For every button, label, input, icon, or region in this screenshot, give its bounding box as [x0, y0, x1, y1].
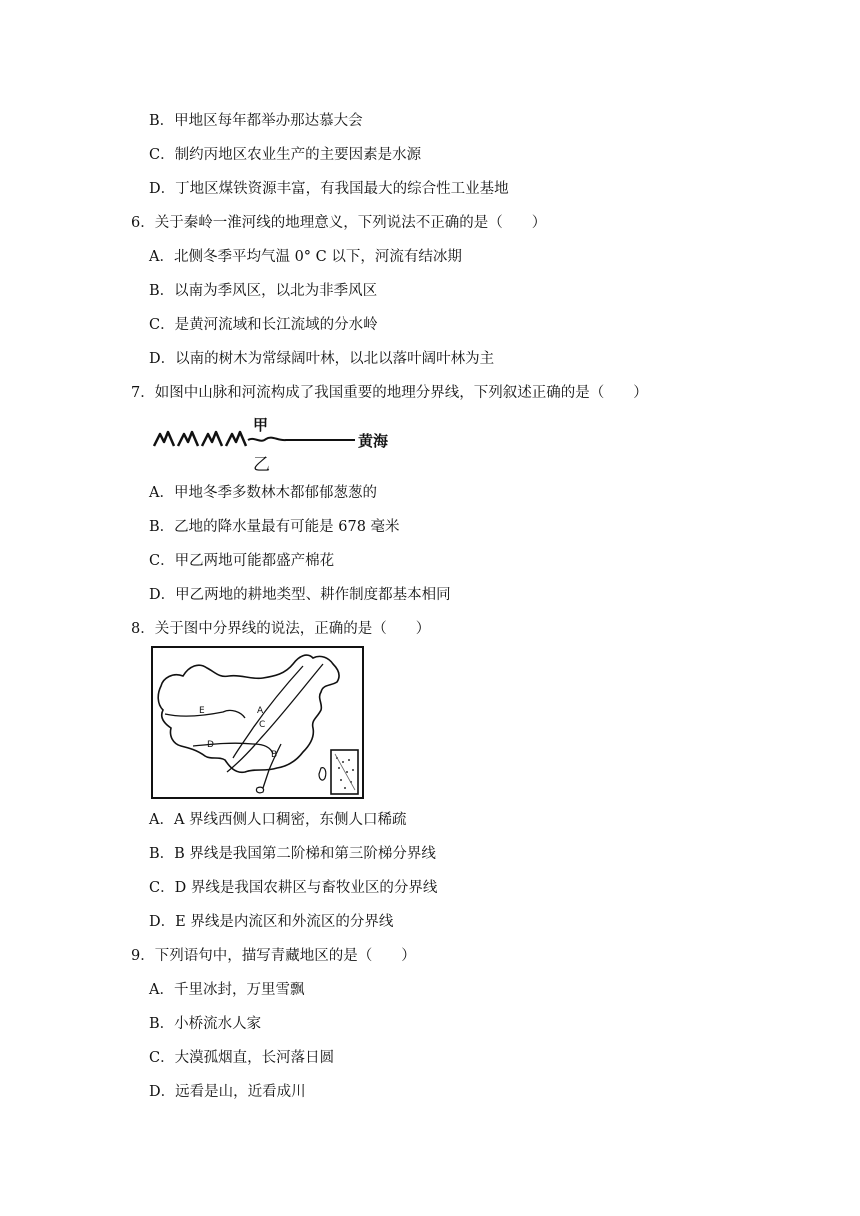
map-label-d: D [207, 740, 214, 750]
q7-option-b: B．乙地的降水量最有可能是 678 毫米 [149, 519, 400, 535]
q6-option-a: A．北侧冬季平均气温 0° C 以下，河流有结冰期 [149, 249, 462, 265]
q8-option-a: A．A 界线西侧人口稠密，东侧人口稀疏 [149, 812, 407, 828]
map-label-a: A [257, 706, 264, 716]
q7-option-c: C．甲乙两地可能都盛产棉花 [149, 553, 335, 569]
river-line [248, 438, 355, 441]
label-jia: 甲 [253, 416, 269, 434]
q9-option-c: C．大漠孤烟直，长河落日圆 [149, 1050, 335, 1066]
q9-option-a: A．千里冰封，万里雪飘 [149, 982, 305, 998]
q9-option-d: D．远看是山，近看成川 [149, 1084, 306, 1100]
label-yi: 乙 [253, 455, 270, 475]
q7-option-d: D．甲乙两地的耕地类型、耕作制度都基本相同 [149, 587, 451, 603]
label-yellow-sea: 黄海 [358, 432, 389, 450]
q8-china-map [151, 646, 364, 799]
q8-stem: 8．关于图中分界线的说法，正确的是（ ） [131, 621, 431, 637]
china-outline-map [153, 648, 362, 797]
map-label-c: C [259, 720, 266, 730]
q5-option-b: B．甲地区每年都举办那达慕大会 [149, 113, 363, 129]
q8-option-c: C．D 界线是我国农耕区与畜牧业区的分界线 [149, 880, 438, 896]
q7-option-a: A．甲地冬季多数林木都郁郁葱葱的 [149, 485, 377, 501]
q5-option-c: C．制约丙地区农业生产的主要因素是水源 [149, 147, 422, 163]
q6-stem: 6．关于秦岭一淮河线的地理意义，下列说法不正确的是（ ） [131, 215, 547, 231]
q9-option-b: B．小桥流水人家 [149, 1016, 262, 1032]
q9-stem: 9．下列语句中，描写青藏地区的是（ ） [131, 948, 416, 964]
q8-option-d: D．E 界线是内流区和外流区的分界线 [149, 914, 394, 930]
q6-option-b: B．以南为季风区，以北为非季风区 [149, 283, 378, 299]
q6-option-d: D．以南的树木为常绿阔叶林，以北以落叶阔叶林为主 [149, 351, 495, 367]
q5-option-d: D．丁地区煤铁资源丰富，有我国最大的综合性工业基地 [149, 181, 509, 197]
map-label-b: B [271, 750, 278, 760]
q7-stem: 7．如图中山脉和河流构成了我国重要的地理分界线，下列叙述正确的是（ ） [131, 385, 648, 401]
q8-option-b: B．B 界线是我国第二阶梯和第三阶梯分界线 [149, 846, 436, 862]
q6-option-c: C．是黄河流域和长江流域的分水岭 [149, 317, 378, 333]
q7-boundary-figure [150, 414, 410, 474]
map-label-e: E [199, 706, 205, 716]
mountain-range-icon [154, 432, 246, 446]
